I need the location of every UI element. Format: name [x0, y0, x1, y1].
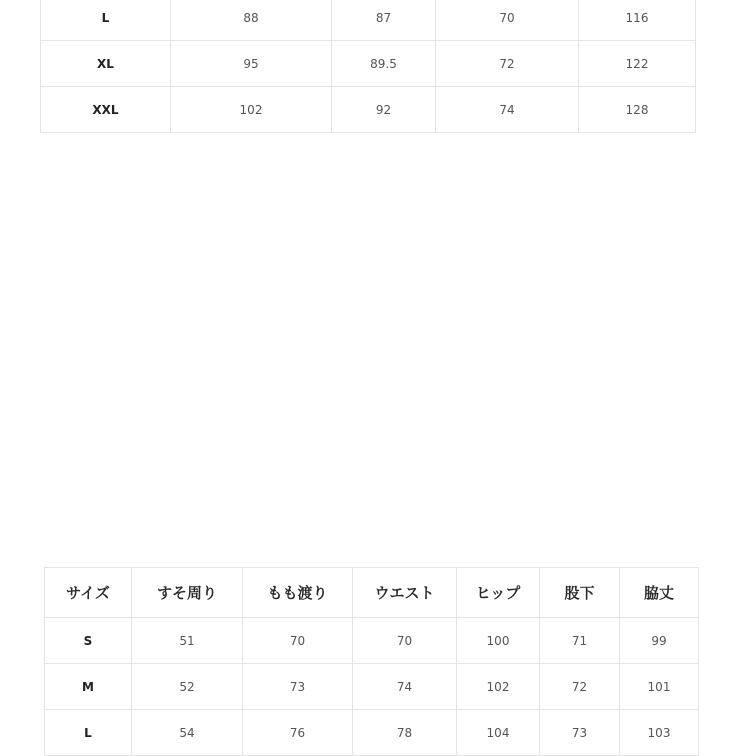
- measurement-cell: 99: [620, 618, 699, 664]
- column-header-side-length: 脇丈: [620, 568, 699, 618]
- table-header-row: [45, 568, 699, 618]
- column-header-size: サイズ: [45, 568, 132, 618]
- measurement-cell: 104: [457, 710, 540, 756]
- measurement-cell: 54: [132, 710, 243, 756]
- measurement-cell: 78: [353, 710, 457, 756]
- measurement-cell: 89.5: [332, 41, 436, 87]
- measurement-cell: 128: [579, 87, 696, 133]
- size-label: S: [45, 618, 132, 664]
- table-row: [41, 41, 696, 87]
- table-row: [45, 618, 699, 664]
- measurement-cell: 70: [436, 0, 579, 41]
- column-header-hip: ヒップ: [457, 568, 540, 618]
- measurement-cell: 73: [540, 710, 620, 756]
- measurement-cell: 71: [540, 618, 620, 664]
- table-row: [45, 664, 699, 710]
- measurement-cell: 74: [353, 664, 457, 710]
- measurement-cell: 102: [457, 664, 540, 710]
- size-label: M: [45, 664, 132, 710]
- measurement-cell: 76: [243, 710, 353, 756]
- table-row: [41, 0, 696, 41]
- measurement-cell: 95: [171, 41, 332, 87]
- measurement-cell: 116: [579, 0, 696, 41]
- size-label: L: [41, 0, 171, 41]
- column-header-inseam: 股下: [540, 568, 620, 618]
- measurement-cell: 92: [332, 87, 436, 133]
- measurement-cell: 103: [620, 710, 699, 756]
- measurement-cell: 70: [243, 618, 353, 664]
- measurement-cell: 72: [540, 664, 620, 710]
- size-label: XL: [41, 41, 171, 87]
- measurement-cell: 72: [436, 41, 579, 87]
- column-header-thigh: もも渡り: [243, 568, 353, 618]
- measurement-cell: 52: [132, 664, 243, 710]
- measurement-cell: 88: [171, 0, 332, 41]
- column-header-hem: すそ周り: [132, 568, 243, 618]
- measurement-cell: 74: [436, 87, 579, 133]
- column-header-waist: ウエスト: [353, 568, 457, 618]
- size-label: L: [45, 710, 132, 756]
- measurement-cell: 101: [620, 664, 699, 710]
- measurement-cell: 70: [353, 618, 457, 664]
- table-row: [41, 87, 696, 133]
- measurement-cell: 87: [332, 0, 436, 41]
- measurement-cell: 100: [457, 618, 540, 664]
- size-chart-table-top: [40, 0, 696, 133]
- size-label: XXL: [41, 87, 171, 133]
- measurement-cell: 73: [243, 664, 353, 710]
- measurement-cell: 122: [579, 41, 696, 87]
- table-row: [45, 710, 699, 756]
- measurement-cell: 102: [171, 87, 332, 133]
- size-chart-table-bottom: [44, 567, 699, 756]
- measurement-cell: 51: [132, 618, 243, 664]
